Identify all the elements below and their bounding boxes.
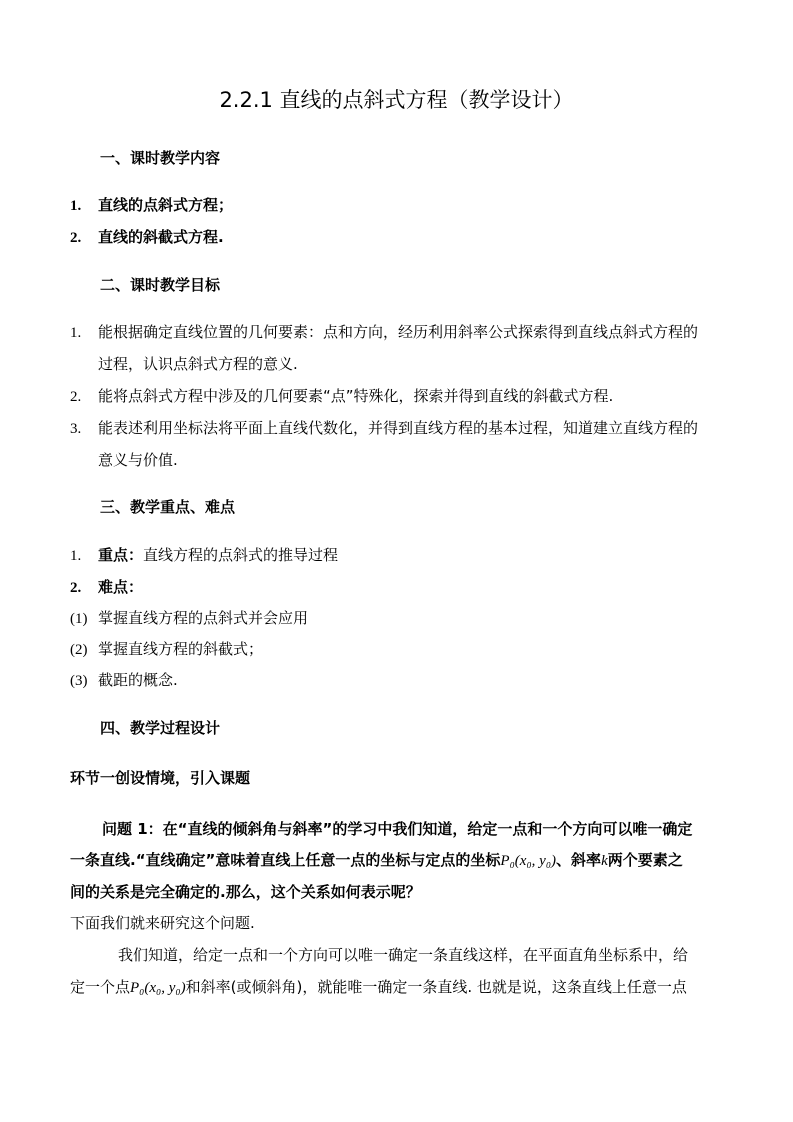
section-heading-process: 四、教学过程设计 xyxy=(100,719,221,737)
page-title: 2.2.1 直线的点斜式方程（教学设计） xyxy=(219,88,574,112)
content-item-2 xyxy=(70,226,224,247)
item-number: (2) xyxy=(70,642,88,658)
paragraph-2-line-2 xyxy=(70,976,687,997)
item-number: (3) xyxy=(70,673,88,689)
question-1-line-2 xyxy=(70,849,683,870)
difficulty-subitem-2 xyxy=(70,638,263,659)
question-1-line-1: 问题 1：在“直线的倾斜角与斜率”的学习中我们知道，给定一点和一个方向可以唯一确定 xyxy=(102,820,693,838)
difficulty-subitem-1 xyxy=(70,607,308,628)
difficulty-item xyxy=(70,576,143,597)
difficulty-label: 难点： xyxy=(98,578,144,596)
item-number: 1. xyxy=(70,325,82,341)
step-heading: 环节一创设情境，引入课题 xyxy=(70,769,251,787)
paragraph-text: 定一个点 xyxy=(70,978,131,996)
item-text: 掌握直线方程的点斜式并会应用 xyxy=(98,609,309,627)
key-text: 直线方程的点斜式的推导过程 xyxy=(143,546,339,564)
item-number: 1. xyxy=(70,198,82,214)
objective-item-2 xyxy=(70,385,613,406)
item-number: 2. xyxy=(70,580,82,596)
item-number: 2. xyxy=(70,230,82,246)
paragraph-2-line-1: 我们知道，给定一点和一个方向可以唯一确定一条直线这样，在平面直角坐标系中，给 xyxy=(118,946,689,964)
objective-item-1 xyxy=(70,321,698,342)
section-heading-content: 一、课时教学内容 xyxy=(100,149,221,167)
section-heading-key-points: 三、教学重点、难点 xyxy=(100,498,236,516)
paragraph-text: 和斜率(或倾斜角)，就能唯一确定一条直线. 也就是说，这条直线上任意一点 xyxy=(185,978,687,996)
section-heading-objectives: 二、课时教学目标 xyxy=(100,276,221,294)
question-1-line-3: 间的关系是完全确定的.那么，这个关系如何表示呢？ xyxy=(70,883,421,901)
question-text: 一条直线.“直线确定”意味着直线上任意一点的坐标与定点的坐标 xyxy=(70,851,501,869)
question-text: 、斜率 xyxy=(556,851,602,869)
item-number: 1. xyxy=(70,548,82,564)
key-label: 重点： xyxy=(98,546,144,564)
content-item-1 xyxy=(70,194,233,215)
difficulty-subitem-3 xyxy=(70,669,178,690)
item-number: 2. xyxy=(70,389,82,405)
item-number: 3. xyxy=(70,421,82,437)
objective-item-1-cont: 过程，认识点斜式方程的意义. xyxy=(98,355,298,373)
point-p0-formula: P₀(x₀, y₀) xyxy=(500,853,557,869)
question-text: 两个要素之 xyxy=(607,851,683,869)
item-number: (1) xyxy=(70,611,88,627)
paragraph-1: 下面我们就来研究这个问题. xyxy=(70,914,255,932)
point-p0-formula: P₀(x₀, y₀) xyxy=(130,980,186,996)
item-text: 能表述利用坐标法将平面上直线代数化，并得到直线方程的基本过程，知道建立直线方程的 xyxy=(98,419,699,437)
key-point-item xyxy=(70,544,338,565)
item-text: 直线的斜截式方程. xyxy=(98,228,224,246)
slope-k-symbol: k xyxy=(601,853,608,869)
item-text: 掌握直线方程的斜截式； xyxy=(98,640,264,658)
objective-item-3 xyxy=(70,417,698,438)
item-text: 截距的概念. xyxy=(98,671,178,689)
item-text: 直线的点斜式方程； xyxy=(98,196,234,214)
item-text: 能根据确定直线位置的几何要素：点和方向，经历利用斜率公式探索得到直线点斜式方程的 xyxy=(98,323,699,341)
objective-item-3-cont: 意义与价值. xyxy=(98,451,178,469)
item-text: 能将点斜式方程中涉及的几何要素“点”特殊化，探索并得到直线的斜截式方程. xyxy=(98,387,614,405)
